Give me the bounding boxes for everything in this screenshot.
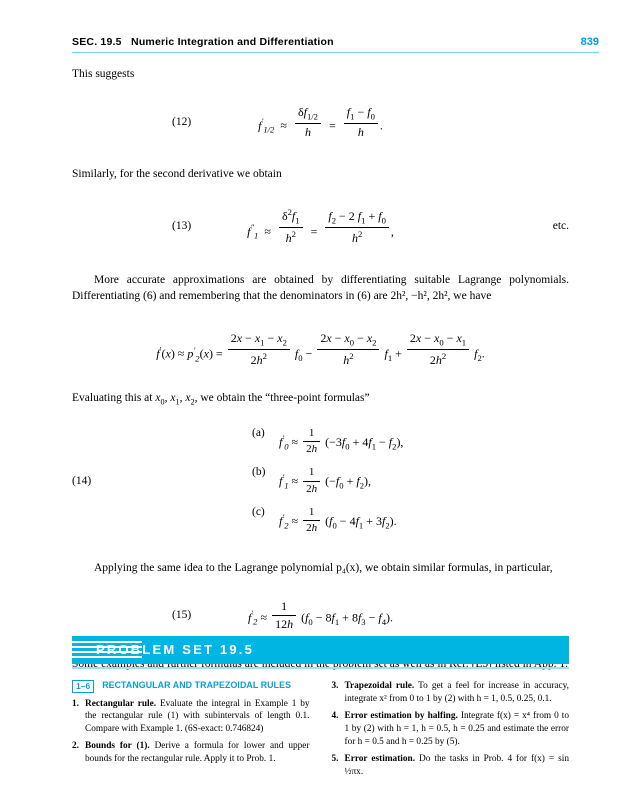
equation-13-etc: etc. [552,220,569,233]
equation-15-body: $f'_2$ ≈ $\frac{1}{12h}$ $(f_0 - 8f_1 + 8f_3 - f_4)$. [247,598,394,631]
equation-14a [72,427,569,458]
paragraph-second-derivative: Similarly, for the second derivative we obtain [72,167,282,180]
problem-number: 3. [331,681,339,691]
equation-14 [72,427,569,537]
problem-title: Error estimation by halfing. [344,711,458,722]
equation-13 [72,207,569,246]
list-item [332,710,570,748]
page-number: 839 [580,36,599,48]
problem-number: 4. [331,711,339,722]
equation-13-body: $f''_1$ ≈ $\frac{\delta^2f_1}{h^2}$ = $\frac{f_2 - 2 f_1 + f_0}{h^2}$ , [247,206,394,245]
list-item [72,740,310,765]
equation-14b [72,466,569,497]
equation-14a-label: (a) [252,426,265,439]
problem-columns [72,680,569,783]
problem-range-badge: 1–6 [72,680,94,693]
banner-underline [72,667,569,669]
problem-number: 5. [331,754,339,765]
equation-12-number: (12) [172,116,192,129]
equation-derivative-p2 [72,331,569,368]
problem-title: Trapezoidal rule. [344,681,415,691]
problem-column-right [332,680,570,783]
equation-14-number: (14) [72,475,92,488]
equation-derivative-p2-body: $f'(x) \approx p'_2(x)$ = $\frac{2x - x_1 - x_2}{2h^2}$ $f_0$ − $\frac{2x - x_0 - x_2}{h^2}$ $f_1$ + $\frac{2x - x_0 - x_1}{2h^2}$ $f_2$. [156,331,485,368]
header-section-text [72,36,334,48]
equation-12 [72,105,569,140]
paragraph-three-point: Evaluating this at $x_0$, $x_1$, $x_2$, we obtain the “three-point formulas” [72,392,370,407]
problem-range-header [72,680,310,693]
paragraph-lagrange: More accurate approximations are obtained by differentiating suitable Lagrange polynomials. Differentiating (6) and remembering that the denominators in (6) are 2h², −h², 2h², we have [72,273,569,303]
problem-number: 1. [72,698,79,709]
equation-14c-body: $f'_2$ ≈ $\frac{1}{2h}$ $(f_0 - 4f_1 + 3f_2)$. [279,505,397,535]
equation-15-number: (15) [172,609,192,622]
equation-14c-label: (c) [252,505,265,518]
header-section-label: SEC. 19.5 [72,36,122,48]
paragraph-lagrange-p4: Applying the same idea to the Lagrange polynomial p₄(x), we obtain similar formulas, in particular, [94,562,553,575]
equation-14c [72,506,569,537]
paragraph-three-point-post: , we obtain the “three-point formulas” [194,392,370,405]
problem-text: To get a feel for increase in accuracy, integrate x² from 0 to 1 by (2) with h = 1, 0.5, 0.25, 0.1. [344,681,570,704]
header-section-title: Numeric Integration and Differentiation [131,36,334,48]
problem-column-left [72,680,310,783]
equation-14b-body: $f'_1$ ≈ $\frac{1}{2h}$ $(-f_0 + f_2)$, [279,466,371,495]
problem-title: Rectangular rule. [85,698,157,709]
problem-text: Evaluate the integral in Example 1 by the rectangular rule (1) with subintervals of length 0.1. Compare with Example 1. (6S-exact: 0.746824) [85,698,310,734]
equation-12-body: $f'_{1/2}$ ≈ $\frac{\delta f_{1/2}}{h}$ = $\frac{f_1 - f_0}{h}$ . [258,104,383,139]
page-content [72,66,569,672]
equation-13-number: (13) [172,220,192,233]
page-header [72,36,599,48]
problem-text: Do the tasks in Prob. 4 for f(x) = sin ½πx. [344,754,570,777]
problem-set-banner [72,636,569,670]
problem-range-title: RECTANGULAR AND TRAPEZOIDAL RULES [102,680,292,691]
paragraph-three-point-pre: Evaluating this at [72,392,156,405]
list-item [72,698,310,736]
equation-14b-label: (b) [252,466,266,479]
equation-14a-body: $f'_0$ ≈ $\frac{1}{2h}$ $(-3f_0 + 4f_1 - f_2)$, [279,426,404,456]
paragraph-this-suggests: This suggests [72,68,135,80]
list-item [332,753,570,778]
problem-text: Integrate f(x) = x⁴ from 0 to 1 by (2) with h = 1, h = 0.5, h = 0.25 and estimate the error for h = 0.5 and h = 0.25 by (5). [344,711,570,747]
equation-15 [72,599,569,632]
list-item [332,680,570,705]
problem-title: Bounds for (1). [85,741,150,752]
problem-title: Error estimation. [344,754,416,765]
header-divider [72,52,599,53]
problem-set-title: PROBLEM SET 19.5 [96,642,255,657]
problem-number: 2. [72,741,79,752]
problem-text: Derive a formula for lower and upper bounds for the rectangular rule. Apply it to Prob. 1. [85,741,310,765]
